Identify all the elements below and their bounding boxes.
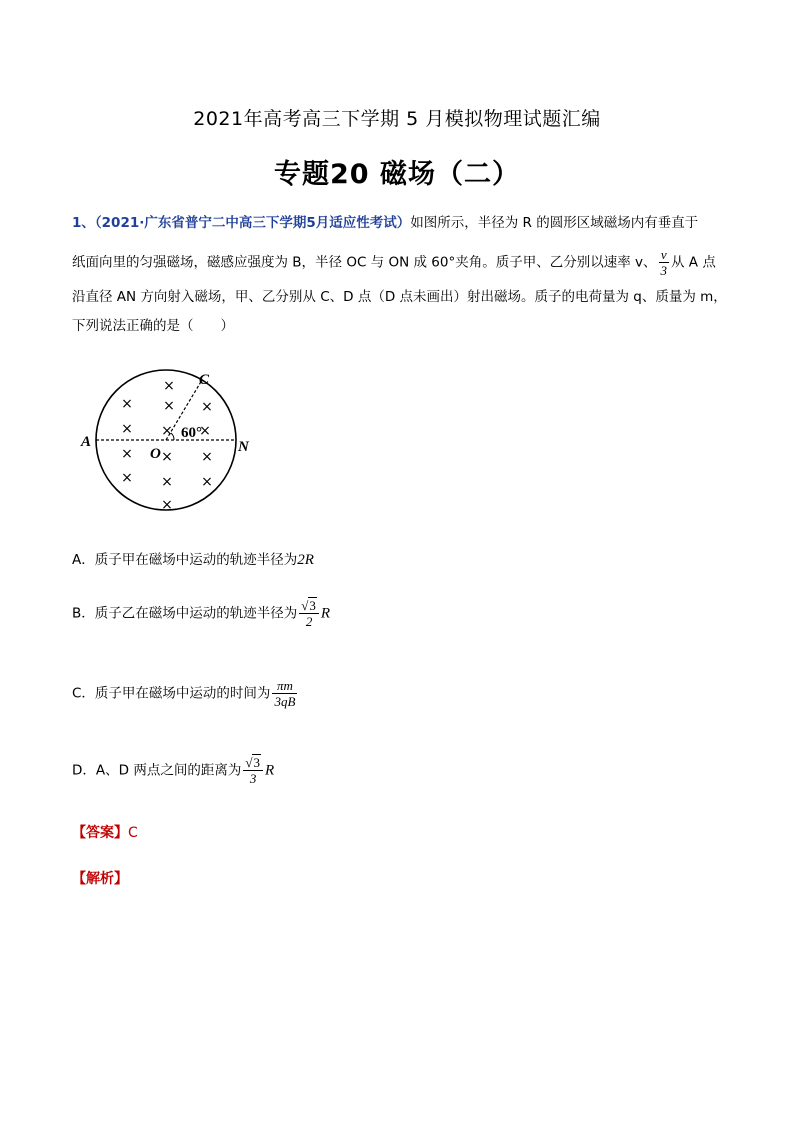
answer-label: 【答案】 — [72, 825, 128, 841]
cross-mark: × — [121, 396, 133, 412]
option-A[interactable] — [72, 548, 314, 569]
option-D-den: 3 — [249, 771, 257, 786]
cross-mark: × — [201, 399, 213, 415]
option-A-value: 2R — [297, 552, 314, 568]
analysis-row — [72, 868, 128, 888]
option-C-num: πm — [272, 678, 297, 694]
cross-mark: × — [199, 423, 211, 439]
cross-mark: × — [161, 497, 173, 513]
option-D-num: 3 — [253, 755, 260, 770]
option-C-fraction — [272, 678, 297, 709]
option-D-text: D．A、D 两点之间的距离为 — [72, 762, 242, 779]
question-line-3: 沿直径 AN 方向射入磁场，甲、乙分别从 C、D 点（D 点未画出）射出磁场。质子的电荷量为 q、质量为 m， — [72, 289, 727, 305]
question-text-2b: 从 A 点 — [671, 254, 716, 271]
cross-mark: × — [163, 398, 175, 414]
option-B-fraction: $\frac{√3}{2}$ — [299, 598, 319, 629]
question-number: 1、 — [72, 215, 95, 231]
question-text-2a: 纸面向里的匀强磁场，磁感应强度为 B，半径 OC 与 ON 成 60°夹角。质子甲、乙分别以速率 v、 — [72, 254, 657, 271]
option-C[interactable] — [72, 678, 299, 709]
option-C-den: 3qB — [274, 694, 296, 709]
cross-mark: × — [161, 474, 173, 490]
option-B-num: 3 — [309, 598, 316, 613]
speed-fraction-den: 3 — [660, 263, 667, 278]
angle-label: 60° — [181, 425, 202, 441]
speed-fraction — [659, 247, 670, 278]
speed-fraction-num: v — [659, 247, 670, 263]
page-title: 专题20 磁场（二） — [274, 159, 520, 190]
option-B-text: B．质子乙在磁场中运动的轨迹半径为 — [72, 605, 298, 622]
question-line-1 — [72, 213, 698, 233]
magnetic-field-figure — [70, 360, 270, 535]
cross-mark: × — [121, 470, 133, 486]
cross-mark: × — [161, 449, 173, 465]
option-D-tail: R — [264, 762, 275, 779]
exam-subtitle: 2021年高考高三下学期 5 月模拟物理试题汇编 — [193, 108, 601, 130]
option-B-den: 2 — [305, 614, 313, 629]
label-O: O — [150, 446, 161, 462]
answer-value: C — [128, 825, 138, 841]
option-B[interactable] — [72, 598, 330, 629]
cross-mark: × — [161, 423, 173, 439]
label-C: C — [199, 372, 210, 388]
cross-mark: × — [121, 421, 133, 437]
option-A-text: A．质子甲在磁场中运动的轨迹半径为 — [72, 552, 298, 568]
label-N: N — [238, 439, 249, 455]
option-D-fraction: $\frac{√3}{3}$ — [243, 755, 263, 786]
cross-mark: × — [201, 474, 213, 490]
cross-mark: × — [201, 449, 213, 465]
cross-mark: × — [163, 378, 175, 394]
label-A: A — [81, 434, 92, 450]
cross-mark: × — [121, 446, 133, 462]
option-D[interactable] — [72, 755, 274, 786]
option-B-tail: R — [320, 605, 331, 622]
question-text-1: 如图所示，半径为 R 的圆形区域磁场内有垂直于 — [410, 215, 699, 231]
answer-row — [72, 822, 138, 842]
option-C-text: C．质子甲在磁场中运动的时间为 — [72, 685, 271, 702]
question-source: （2021·广东省普宁二中高三下学期5月适应性考试） — [94, 215, 411, 231]
question-line-4: 下列说法正确的是（ ） — [72, 318, 234, 334]
analysis-label: 【解析】 — [72, 871, 128, 887]
question-line-2 — [72, 247, 716, 278]
